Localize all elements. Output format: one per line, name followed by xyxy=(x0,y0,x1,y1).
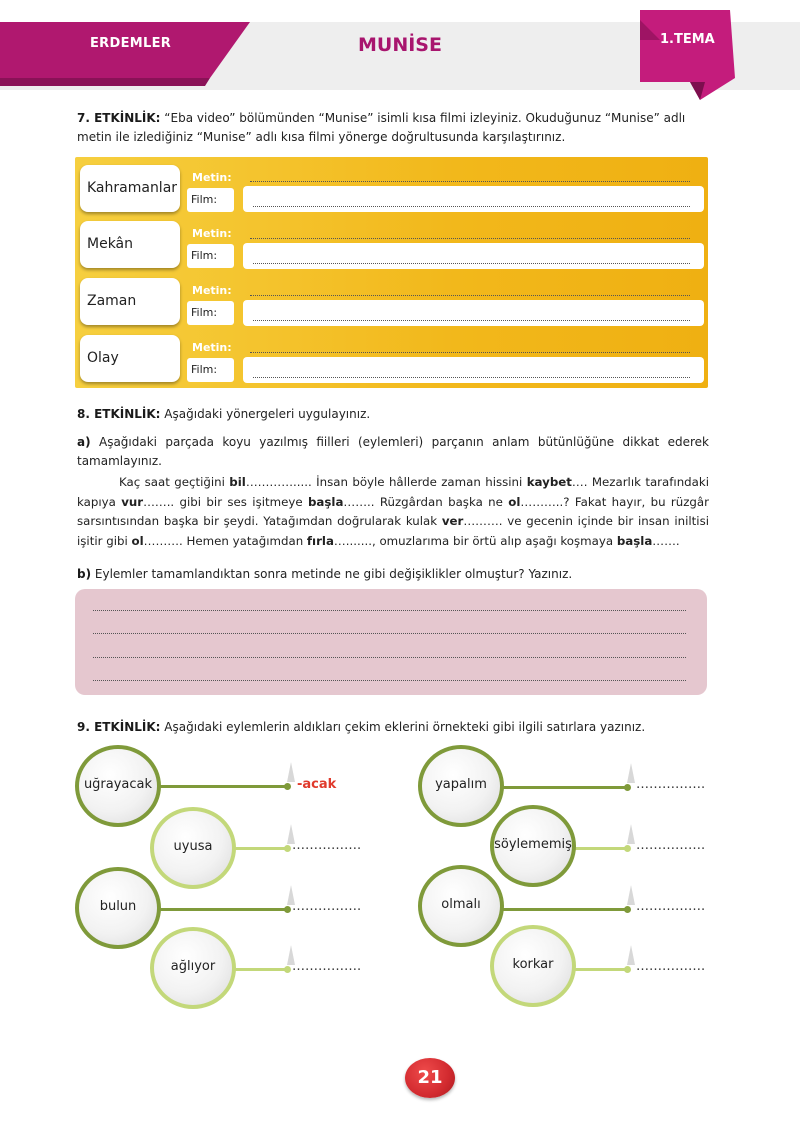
flag-marker xyxy=(627,885,635,905)
answer-blank[interactable]: ……………. xyxy=(636,777,706,792)
metin-label: Metin: xyxy=(192,341,232,354)
branch-dot xyxy=(624,784,631,791)
activity8b-label: b) xyxy=(77,567,92,581)
passage-segment: …. Mezarlık tarafındaki kapıya xyxy=(77,475,709,509)
answer-line[interactable] xyxy=(93,680,686,681)
activity7-label: 7. ETKİNLİK: xyxy=(77,111,161,125)
verb-label: olmalı xyxy=(441,897,481,912)
branch-dot xyxy=(624,845,631,852)
example-answer: -acak xyxy=(297,777,337,792)
film-answer-line[interactable] xyxy=(253,263,690,264)
passage-segment: ………. Hemen yatağımdan xyxy=(143,533,307,548)
category-card-heroes: Kahramanlar xyxy=(80,165,180,212)
film-answer-strip[interactable] xyxy=(243,186,704,212)
metin-answer-line[interactable] xyxy=(250,181,690,182)
activity8a-instruction xyxy=(77,433,709,471)
passage-verb: başla xyxy=(616,533,653,548)
verb-label: korkar xyxy=(512,957,554,972)
passage-segment: …......., omuzlarıma bir örtü alıp aşağı koşmaya xyxy=(333,533,617,548)
branch-dot xyxy=(284,906,291,913)
verb-label: uyusa xyxy=(173,839,213,854)
flag-marker xyxy=(287,762,295,782)
passage-verb: fırla xyxy=(306,533,334,548)
verb-label: uğrayacak xyxy=(83,777,153,792)
passage-verb: bil xyxy=(229,475,246,489)
passage-segment: …….. Rüzgârdan başka ne xyxy=(343,494,509,509)
header-title: MUNİSE xyxy=(358,34,442,56)
activity8b-text: Eylemler tamamlandıktan sonra metinde ne gibi değişiklikler olmuştur? Yazınız. xyxy=(91,567,573,581)
verb-bubble-right-2 xyxy=(490,805,576,887)
film-answer-line[interactable] xyxy=(253,320,690,321)
metin-answer-line[interactable] xyxy=(250,238,690,239)
passage-text xyxy=(77,473,709,551)
film-label: Film: xyxy=(187,244,234,268)
branch-line xyxy=(495,786,630,789)
passage-verb: ver xyxy=(441,514,464,528)
flag-marker xyxy=(627,945,635,965)
verb-bubble-right-4 xyxy=(490,925,576,1007)
answer-line[interactable] xyxy=(93,633,686,634)
answer-blank[interactable]: ……………. xyxy=(292,838,362,853)
answer-line[interactable] xyxy=(93,610,686,611)
passage-verb: başla xyxy=(307,494,344,509)
passage-segment: ………. ve gecenin içinde bir insan iniltisi işitir gibi xyxy=(77,514,709,548)
header-section-label: ERDEMLER xyxy=(90,36,172,51)
branch-dot xyxy=(284,845,291,852)
flag-marker xyxy=(627,824,635,844)
metin-label: Metin: xyxy=(192,227,232,240)
answer-blank[interactable]: ……………. xyxy=(292,899,362,914)
activity8-instruction xyxy=(77,405,709,424)
passage-segment: ………..? Fakat hayır, bu rüzgâr sarsıntısından başka bir şeydi. Yatağımdan doğrularak kulak xyxy=(77,494,709,528)
verb-bubble-right-3 xyxy=(418,865,504,947)
activity7-instruction xyxy=(77,109,709,147)
activity8a-text: Aşağıdaki parçada koyu yazılmış fiilleri (eylemleri) parçanın anlam bütünlüğüne dikkat ederek tamamlayınız. xyxy=(77,435,709,468)
activity9-text: Aşağıdaki eylemlerin aldıkları çekim eklerini örnekteki gibi ilgili satırlara yazınız. xyxy=(160,720,646,734)
flag-marker xyxy=(627,763,635,783)
metin-label: Metin: xyxy=(192,284,232,297)
passage-segment: …….. gibi bir ses işitmeye xyxy=(143,494,308,509)
branch-line xyxy=(150,908,290,911)
film-answer-strip[interactable] xyxy=(243,357,704,383)
answer-blank[interactable]: ……………. xyxy=(292,959,362,974)
passage-segment: …………..... İnsan böyle hâllerde zaman hissini xyxy=(245,475,527,489)
branch-dot xyxy=(284,783,291,790)
branch-dot xyxy=(624,966,631,973)
activity8a-label: a) xyxy=(77,435,91,449)
verb-label: bulun xyxy=(99,899,137,914)
branch-dot xyxy=(624,906,631,913)
film-answer-strip[interactable] xyxy=(243,243,704,269)
activity8-text: Aşağıdaki yönergeleri uygulayınız. xyxy=(160,407,371,421)
category-card-event: Olay xyxy=(80,335,180,382)
passage-verb: ol xyxy=(131,533,144,548)
verb-label: söylememiş xyxy=(494,837,572,852)
activity9-label: 9. ETKİNLİK: xyxy=(77,720,161,734)
header-theme-tag: 1.TEMA xyxy=(660,32,715,47)
verb-label: yapalım xyxy=(435,777,487,792)
activity8-label: 8. ETKİNLİK: xyxy=(77,407,161,421)
passage-segment: ……. xyxy=(652,533,680,548)
answer-blank[interactable]: ……………. xyxy=(636,838,706,853)
answer-blank[interactable]: ……………. xyxy=(636,899,706,914)
passage-verb: kaybet xyxy=(526,475,572,489)
film-answer-strip[interactable] xyxy=(243,300,704,326)
verb-bubble-left-3 xyxy=(75,867,161,949)
branch-dot xyxy=(284,966,291,973)
verb-label: ağlıyor xyxy=(170,959,216,974)
metin-label: Metin: xyxy=(192,171,232,184)
film-label: Film: xyxy=(187,188,234,212)
branch-line xyxy=(495,908,630,911)
verb-bubble-right-1 xyxy=(418,745,504,827)
verb-bubble-left-2 xyxy=(150,807,236,889)
metin-answer-line[interactable] xyxy=(250,295,690,296)
verb-bubble-left-4 xyxy=(150,927,236,1009)
answer-line[interactable] xyxy=(93,657,686,658)
passage-segment: Kaç saat geçtiğini xyxy=(119,475,230,489)
metin-answer-line[interactable] xyxy=(250,352,690,353)
category-card-time: Zaman xyxy=(80,278,180,325)
activity8b-instruction xyxy=(77,565,709,584)
activity9-instruction xyxy=(77,718,709,737)
film-answer-line[interactable] xyxy=(253,206,690,207)
passage-verb: vur xyxy=(121,494,144,509)
activity7-text: “Eba video” bölümünden “Munise” isimli kısa filmi izleyiniz. Okuduğunuz “Munise” adlı metin ile izlediğiniz “Munise” adlı kısa filmi yönerge doğrultusunda karşılaştırınız. xyxy=(77,111,686,144)
film-label: Film: xyxy=(187,301,234,325)
film-label: Film: xyxy=(187,358,234,382)
page-number: 21 xyxy=(405,1058,455,1098)
film-answer-line[interactable] xyxy=(253,377,690,378)
answer-blank[interactable]: ……………. xyxy=(636,959,706,974)
verb-bubble-left-1 xyxy=(75,745,161,827)
passage-verb: ol xyxy=(508,494,521,509)
branch-line xyxy=(150,785,290,788)
category-card-place: Mekân xyxy=(80,221,180,268)
